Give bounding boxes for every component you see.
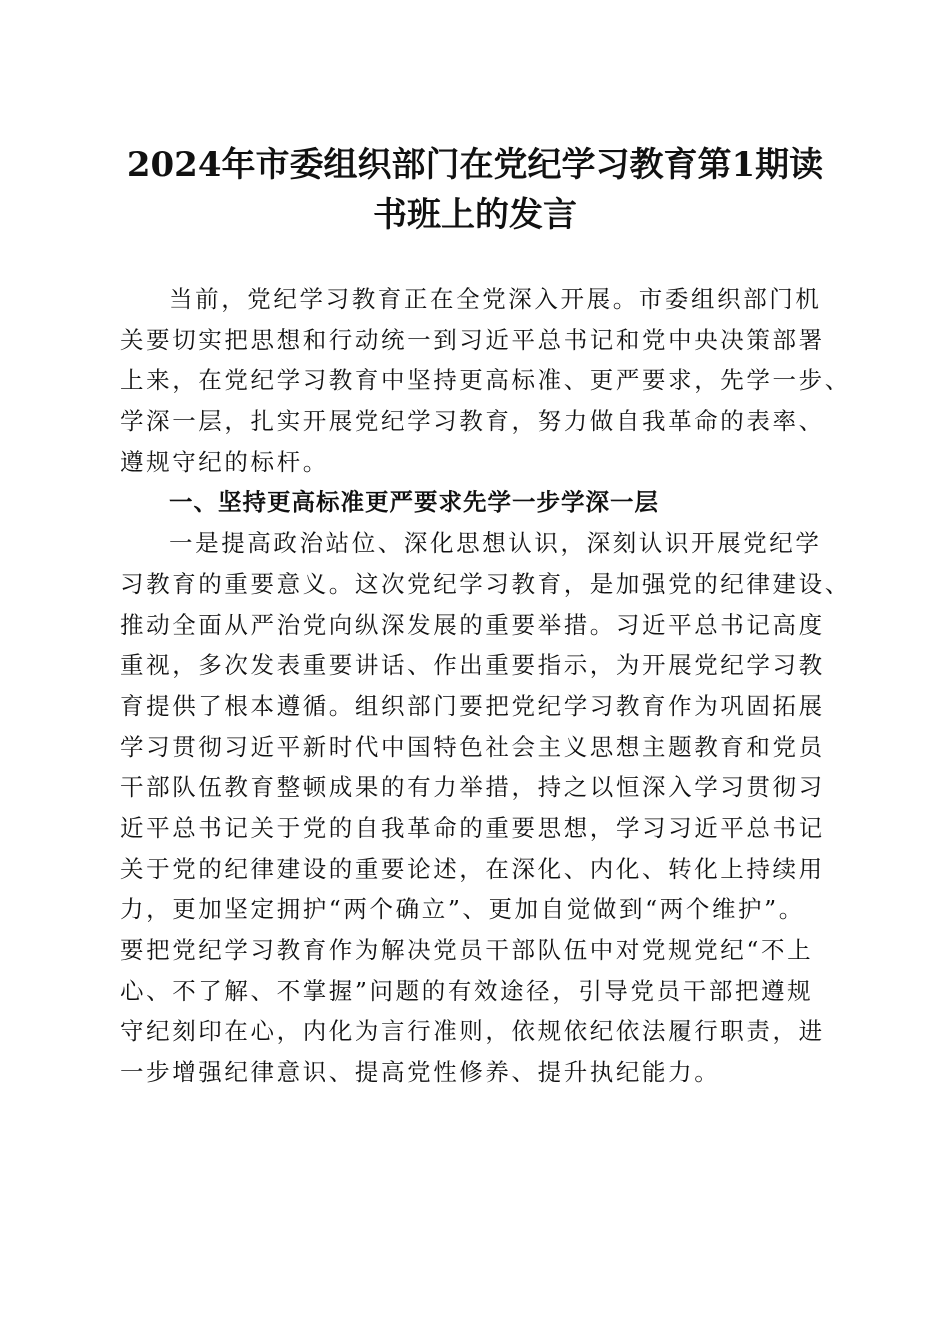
paragraph-line: 守纪刻印在心，内化为言行准则，依规依纪依法履行职责，进 (120, 1017, 825, 1046)
paragraph-line: 力，更加坚定拥护“两个确立”、更加自觉做到“两个维护”。 (120, 895, 805, 924)
section-heading: 一、坚持更高标准更严要求先学一步学深一层 (169, 488, 659, 517)
paragraph-line: 重视，多次发表重要讲话、作出重要指示，为开展党纪学习教 (120, 651, 825, 680)
paragraph-intro (120, 279, 851, 482)
paragraph-line: 关于党的纪律建设的重要论述，在深化、内化、转化上持续用 (120, 854, 825, 883)
paragraph-line: 关要切实把思想和行动统一到习近平总书记和党中央决策部署 (120, 325, 825, 354)
paragraph-line: 当前，党纪学习教育正在全党深入开展。市委组织部门机 (169, 285, 822, 313)
paragraph-line: 习教育的重要意义。这次党纪学习教育，是加强党的纪律建设、 (120, 569, 851, 598)
title-line-1: 2024年市委组织部门在党纪学习教育第1期读 (126, 145, 824, 185)
paragraph-line: 遵规守纪的标杆。 (120, 447, 329, 476)
paragraph-line: 近平总书记关于党的自我革命的重要思想，学习习近平总书记 (120, 813, 825, 842)
paragraph-line: 上来，在党纪学习教育中坚持更高标准、更严要求，先学一步、 (120, 366, 851, 395)
paragraph-line: 育提供了根本遵循。组织部门要把党纪学习教育作为巩固拓展 (120, 691, 825, 720)
title-line-2: 书班上的发言 (373, 195, 577, 235)
paragraph-line: 一是提高政治站位、深化思想认识，深刻认识开展党纪学 (169, 529, 822, 558)
paragraph-line: 学习贯彻习近平新时代中国特色社会主义思想主题教育和党员 (120, 732, 825, 761)
document-title (100, 140, 850, 240)
paragraph-line: 学深一层，扎实开展党纪学习教育，努力做自我革命的表率、 (120, 407, 825, 436)
paragraph-line: 干部队伍教育整顿成果的有力举措，持之以恒深入学习贯彻习 (120, 773, 825, 802)
paragraph-line: 一步增强纪律意识、提高党性修养、提升执纪能力。 (120, 1058, 721, 1087)
paragraph-line: 心、不了解、不掌握”问题的有效途径，引导党员干部把遵规 (120, 976, 814, 1005)
paragraph-line: 要把党纪学习教育作为解决党员干部队伍中对党规党纪“不上 (120, 936, 814, 964)
paragraph-section-1 (120, 523, 851, 1093)
document-body (120, 279, 851, 1093)
paragraph-line: 推动全面从严治党向纵深发展的重要举措。习近平总书记高度 (120, 610, 825, 639)
